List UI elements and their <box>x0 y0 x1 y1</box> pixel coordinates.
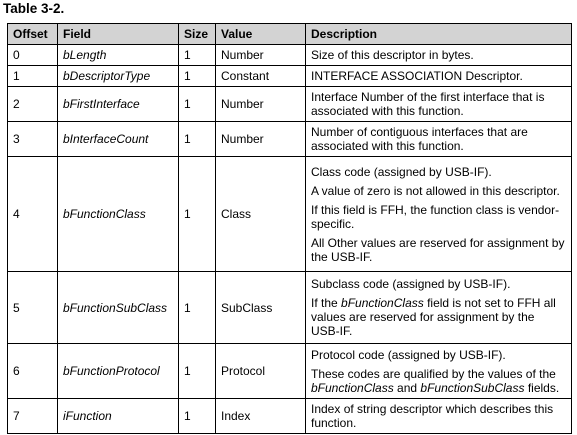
offset-cell: 3 <box>8 122 58 157</box>
description-paragraph <box>311 90 565 118</box>
description-text: field is not set to FFH all values are reserved for assignment by the USB-IF. <box>311 296 556 338</box>
description-text: If the <box>311 296 342 310</box>
size-cell: 1 <box>179 66 216 87</box>
description-text: Size of this descriptor in bytes. <box>311 48 474 62</box>
description-text: INTERFACE ASSOCIATION Descriptor. <box>311 69 523 83</box>
description-paragraph <box>311 367 565 395</box>
table-row <box>8 66 572 87</box>
table-row <box>8 399 572 434</box>
description-cell <box>306 45 572 66</box>
description-text: All Other values are reserved for assignment by the USB-IF. <box>311 235 565 264</box>
description-paragraph <box>311 69 565 83</box>
description-text: Subclass code (assigned by USB-IF). <box>311 277 511 291</box>
table-row <box>8 45 572 66</box>
offset-cell: 4 <box>8 157 58 272</box>
description-cell <box>306 87 572 122</box>
table-row <box>8 122 572 157</box>
description-text: Protocol code (assigned by USB-IF). <box>311 347 506 362</box>
field-name-cell: iFunction <box>58 399 179 434</box>
description-text: and <box>393 380 421 395</box>
offset-cell: 5 <box>8 272 58 344</box>
field-name-cell: bInterfaceCount <box>58 122 179 157</box>
table-header-row <box>8 24 572 45</box>
description-cell <box>306 157 572 272</box>
description-text: Number of contiguous interfaces that are associated with this function. <box>311 125 528 153</box>
description-cell <box>306 66 572 87</box>
field-name-cell: bDescriptorType <box>58 66 179 87</box>
description-cell <box>306 272 572 344</box>
size-cell: 1 <box>179 87 216 122</box>
value-cell: Class <box>216 157 306 272</box>
description-cell <box>306 122 572 157</box>
description-paragraph <box>311 348 565 362</box>
header-field: Field <box>58 24 179 45</box>
description-paragraph <box>311 203 565 231</box>
value-cell: Index <box>216 399 306 434</box>
field-name-cell: bLength <box>58 45 179 66</box>
table-row <box>8 87 572 122</box>
description-paragraph <box>311 402 565 430</box>
field-reference: bFunctionSubClass <box>420 380 525 395</box>
field-reference: bFunctionClass <box>341 296 424 310</box>
description-paragraph <box>311 48 565 62</box>
description-paragraph <box>311 125 565 153</box>
field-name-cell: bFunctionClass <box>58 157 179 272</box>
offset-cell: 6 <box>8 344 58 399</box>
size-cell: 1 <box>179 272 216 344</box>
field-name-cell: bFunctionSubClass <box>58 272 179 344</box>
offset-cell: 0 <box>8 45 58 66</box>
table-title: Table 3-2. <box>3 1 65 16</box>
description-text: A value of zero is not allowed in this descriptor. <box>311 183 560 198</box>
description-paragraph <box>311 184 565 198</box>
description-cell <box>306 399 572 434</box>
size-cell: 1 <box>179 399 216 434</box>
offset-cell: 1 <box>8 66 58 87</box>
description-text: If this field is FFH, the function class is vendor-specific. <box>311 202 560 231</box>
header-value: Value <box>216 24 306 45</box>
description-text: Index of string descriptor which describes this function. <box>311 402 554 430</box>
value-cell: Protocol <box>216 344 306 399</box>
description-cell <box>306 344 572 399</box>
field-name-cell: bFunctionProtocol <box>58 344 179 399</box>
description-paragraph <box>311 277 565 291</box>
header-size: Size <box>179 24 216 45</box>
size-cell: 1 <box>179 157 216 272</box>
field-reference: bFunctionClass <box>311 380 394 395</box>
value-cell: Number <box>216 122 306 157</box>
description-text: Class code (assigned by USB-IF). <box>311 164 492 179</box>
description-text: These codes are qualified by the values of the <box>311 366 556 381</box>
table-row <box>8 157 572 272</box>
value-cell: Number <box>216 45 306 66</box>
header-offset: Offset <box>8 24 58 45</box>
offset-cell: 7 <box>8 399 58 434</box>
description-paragraph <box>311 165 565 179</box>
offset-cell: 2 <box>8 87 58 122</box>
header-description: Description <box>306 24 572 45</box>
table-row <box>8 272 572 344</box>
field-name-cell: bFirstInterface <box>58 87 179 122</box>
description-text: fields. <box>524 380 560 395</box>
table-row <box>8 344 572 399</box>
description-paragraph <box>311 236 565 264</box>
size-cell: 1 <box>179 122 216 157</box>
value-cell: Number <box>216 87 306 122</box>
description-paragraph <box>311 296 565 338</box>
descriptor-table <box>7 23 572 434</box>
value-cell: SubClass <box>216 272 306 344</box>
size-cell: 1 <box>179 45 216 66</box>
value-cell: Constant <box>216 66 306 87</box>
description-text: Interface Number of the first interface that is associated with this function. <box>311 90 545 118</box>
size-cell: 1 <box>179 344 216 399</box>
